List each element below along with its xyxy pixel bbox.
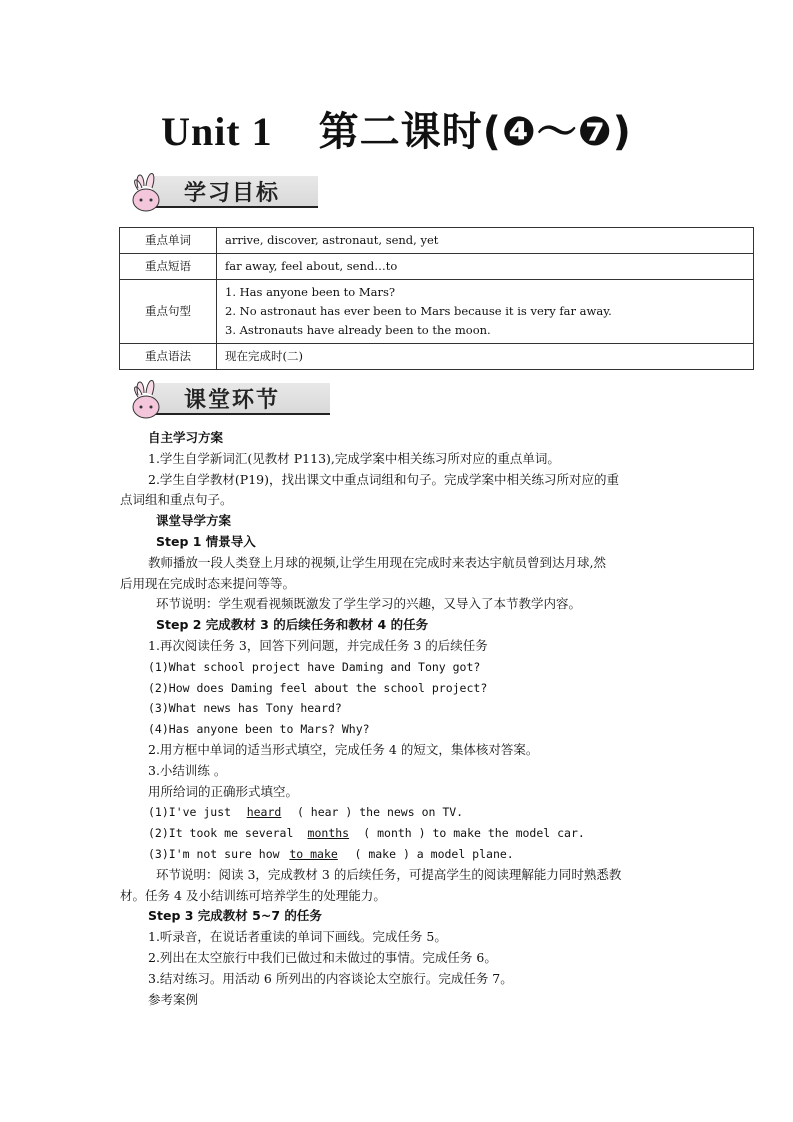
fill-item: (3)I'm not sure how to make ( make ) a model plane. [120,844,680,865]
goals-key: 重点语法 [120,344,217,370]
step3-heading: Step 3 完成教材 5~7 的任务 [148,908,322,924]
goals-key: 重点单词 [120,228,217,254]
paragraph: 2.学生自学教材(P19)，找出课文中重点词组和句子。完成学案中相关练习所对应的重 [148,471,619,487]
goals-value [217,228,754,254]
goals-table [119,227,754,370]
paragraph: 3.结对练习。用活动 6 所列出的内容谈论太空旅行。完成任务 7。 [148,970,513,986]
lesson-label: 第二课时(❹～❼) [318,109,632,155]
paragraph: 用所给词的正确形式填空。 [148,783,299,799]
section-note: 环节说明：学生观看视频既激发了学生学习的兴趣，又导入了本节教学内容。 [156,596,582,612]
goals-line: arrive, discover, astronaut, send, yet [225,233,439,247]
goals-row [120,254,754,280]
reference-case: 参考案例 [148,991,199,1007]
fill-item: (2)It took me several months ( month ) to make the model car. [120,823,680,844]
paragraph: 2.列出在太空旅行中我们已做过和未做过的事情。完成任务 6。 [148,949,497,965]
unit-label: Unit 1 [161,109,273,154]
section-note: 环节说明：阅读 3，完成教材 3 的后续任务，可提高学生的阅读理解能力同时熟悉教 [156,866,622,882]
paragraph: 点词组和重点句子。 [120,492,233,508]
guide-heading: 课堂导学方案 [156,513,232,529]
paragraph: 1.听录音，在说话者重读的单词下画线。完成任务 5。 [148,929,447,945]
answer-blank: heard [246,805,282,820]
goals-line: 1. Has anyone been to Mars? [225,285,396,299]
class-banner [124,373,330,421]
goals-key: 重点短语 [120,254,217,280]
goals-row [120,280,754,344]
lesson-body [120,428,680,1010]
goals-value [217,254,754,280]
goals-value [217,280,754,344]
paragraph: 教师播放一段人类登上月球的视频,让学生用现在完成时来表达宇航员曾到达月球,然 [148,554,606,570]
goals-line: 3. Astronauts have already been to the moon. [225,323,491,337]
paragraph: 2.用方框中单词的适当形式填空，完成任务 4 的短文，集体核对答案。 [148,741,539,757]
answer-blank: to make [289,846,338,861]
goals-row [120,228,754,254]
paragraph: 1.再次阅读任务 3，回答下列问题，并完成任务 3 的后续任务 [148,637,488,653]
self-study-heading: 自主学习方案 [148,430,224,445]
answer-blank: months [307,826,350,841]
paragraph: 1.学生自学新词汇(见教材 P113),完成学案中相关练习所对应的重点单词。 [148,450,560,466]
question: (2)How does Daming feel about the school project? [148,680,488,695]
step1-heading: Step 1 情景导入 [156,533,256,549]
flower-pot-icon [124,373,168,421]
goals-line: 现在完成时(二) [225,349,303,363]
question: (4)Has anyone been to Mars? Why? [148,722,370,737]
goals-line: 2. No astronaut has ever been to Mars because it is very far away. [225,304,612,318]
goals-value [217,344,754,370]
flower-pot-icon [124,166,168,214]
fill-item: (1)I've just heard ( hear ) the news on TV. [120,802,680,823]
goals-line: far away, feel about, send…to [225,259,398,273]
question: (3)What news has Tony heard? [148,701,342,716]
class-banner-text: 课堂环节 [184,388,281,413]
goals-key: 重点句型 [120,280,217,344]
page-title [0,100,793,157]
goals-banner [124,166,318,214]
goals-banner-text: 学习目标 [184,181,281,206]
step2-heading: Step 2 完成教材 3 的后续任务和教材 4 的任务 [156,617,429,633]
paragraph: 3.小结训练 。 [148,762,227,778]
paragraph: 后用现在完成时态来提问等等。 [120,575,296,591]
section-note: 材。任务 4 及小结训练可培养学生的处理能力。 [120,887,386,903]
question: (1)What school project have Daming and Tony got? [148,659,481,674]
goals-row [120,344,754,370]
